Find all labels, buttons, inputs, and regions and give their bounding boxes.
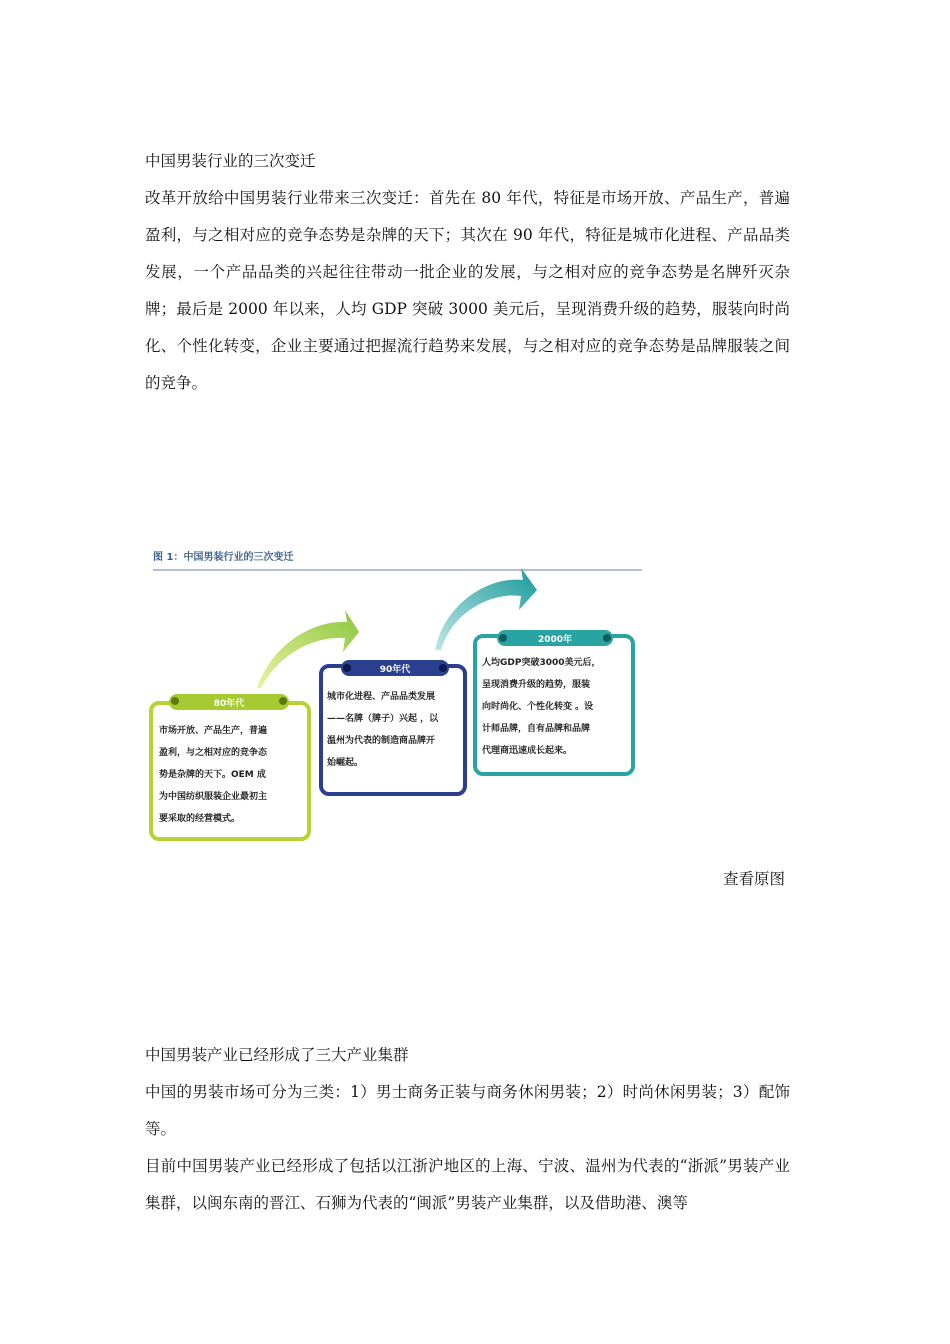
- paragraph: 改革开放给中国男装行业带来三次变迁：首先在 80 年代，特征是市场开放、产品生产，普遍盈利，与之相对应的竞争态势是杂牌的天下；其次在 90 年代，特征是城市化进程、产品品类发展，一个产品品类的兴起往往带动一批企业的发展，与之相对应的竞争态势是名牌歼灭杂牌；最后是 2000 年以来，人均 GDP 突破 3000 美元后，呈现消费升级的趋势，服装向时尚化、个性化转变，企业主要通过把握流行趋势来发展，与之相对应的竞争态势是品牌服装之间的竞争。: [145, 189, 790, 392]
- section-title-text: 中国男装行业的三次变迁: [145, 152, 316, 170]
- figure-caption: 图 1：中国男装行业的三次变迁: [153, 552, 294, 563]
- section-title: [145, 143, 790, 180]
- paragraph: 目前中国男装产业已经形成了包括以江浙沪地区的上海、宁波、温州为代表的“浙派”男装产业集群，以闽东南的晋江、石狮为代表的“闽派”男装产业集群，以及借助港、澳等: [145, 1157, 790, 1212]
- card-80s-text: 市场开放、产品生产，普遍 盈利，与之相对应的竞争态 势是杂牌的天下。OEM 成 为中国纺织服装企业最初主 要采取的经营模式。: [159, 726, 268, 824]
- card-90s-header: 90年代: [379, 665, 411, 675]
- section-title: [145, 1037, 790, 1074]
- section-title-text: 中国男装产业已经形成了三大产业集群: [145, 1046, 409, 1064]
- section-body: [145, 1074, 790, 1222]
- card-2000s-header: 2000年: [537, 635, 573, 645]
- evolution-figure: [145, 540, 645, 850]
- card-90s-text: 城市化进程、产品品类发展 ——名牌（牌子）兴起 ，以 温州为代表的制造商品牌开 始崛起。: [327, 692, 439, 768]
- section-body: [145, 180, 790, 402]
- paragraph: 中国的男装市场可分为三类：1）男士商务正装与商务休闲男装；2）时尚休闲男装；3）配饰等。: [145, 1083, 790, 1138]
- view-original-link[interactable]: 查看原图: [722, 870, 785, 888]
- card-2000s-text: 人均GDP突破3000美元后， 呈现消费升级的趋势，服装 向时尚化、个性化转变 。设 计师品牌，自有品牌和品牌 代理商迅速成长起来。: [482, 658, 601, 756]
- card-80s-header: 80年代: [213, 699, 245, 709]
